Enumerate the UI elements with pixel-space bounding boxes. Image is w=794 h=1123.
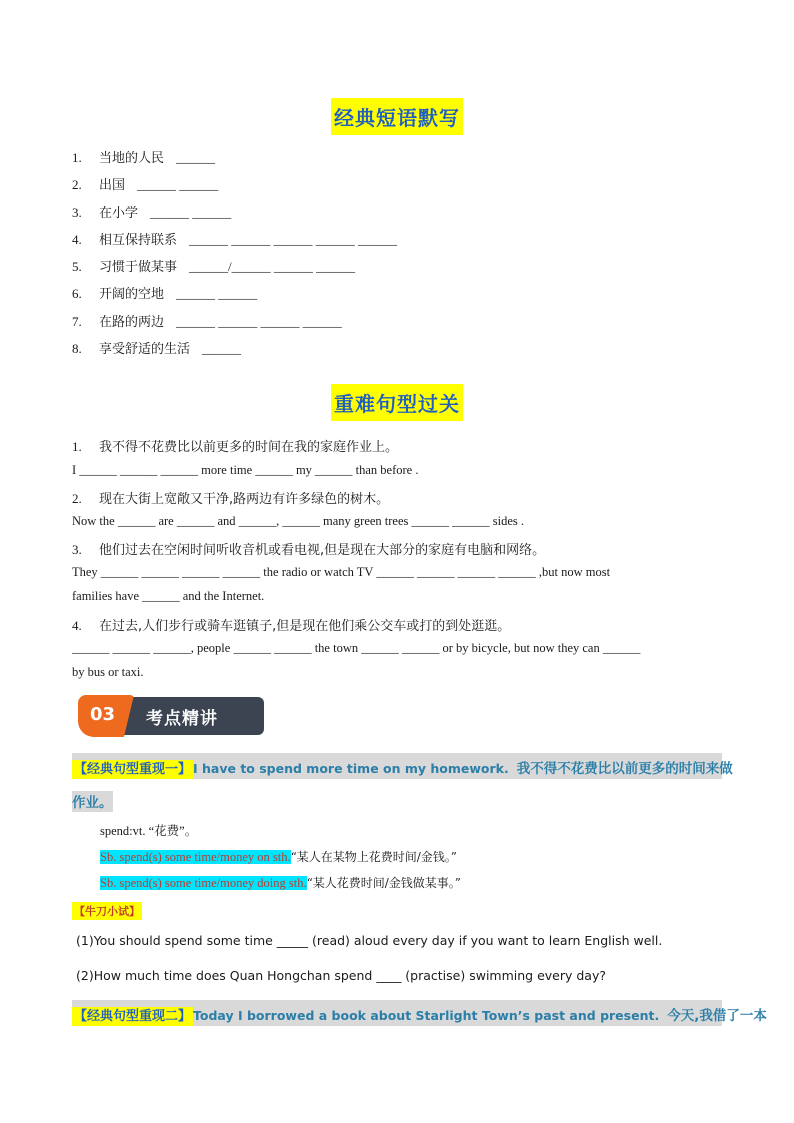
phrase-item-3: 3. 在小学 ______ ______ [72, 205, 232, 221]
trial-tag: 【牛刀小试】 [72, 902, 142, 920]
sentence-3-en-line1: They ______ ______ ______ ______ the radio or watch TV ______ ______ ______ ______ ,but now most [72, 565, 611, 579]
note-spend-on: Sb. spend(s) some time/money on sth.“某人在某物上花费时间/金钱。” [100, 850, 457, 864]
phrase-item-7: 7. 在路的两边 ______ ______ ______ ______ [72, 314, 342, 330]
sentence-2-cn: 2. 现在大街上宽敞又干净,路两边有许多绿色的树木。 [72, 491, 390, 507]
key-sentence-1 [72, 753, 733, 779]
section-title-sentences: 重难句型过关 [0, 384, 794, 421]
sentence-3-cn: 3. 他们过去在空闲时间听收音机或看电视,但是现在大部分的家庭有电脑和网络。 [72, 542, 546, 558]
phrase-item-2: 2. 出国 ______ ______ [72, 177, 219, 193]
section-badge [78, 695, 264, 737]
exercise-2: (2)How much time does Quan Hongchan spend ____ (practise) swimming every day? [76, 968, 606, 983]
sentence-4-en-line2: by bus or taxi. [72, 665, 144, 679]
key-sentence-2-cn: 今天,我借了一本 [667, 1008, 767, 1024]
note-spend-doing: Sb. spend(s) some time/money doing sth.“某人花费时间/金钱做某事。” [100, 876, 461, 890]
badge-number: 03 [90, 704, 116, 725]
phrase-item-5: 5. 习惯于做某事 ______/______ ______ ______ [72, 259, 356, 275]
key-sentence-1-en: I have to spend more time on my homework. [193, 761, 509, 776]
phrase-item-6: 6. 开阔的空地 ______ ______ [72, 286, 258, 302]
key-sentence-2-tag: 【经典句型重现二】 [74, 1009, 192, 1024]
key-sentence-1-cn: 我不得不花费比以前更多的时间来做 [516, 761, 733, 777]
sentence-1-cn: 1. 我不得不花费比以前更多的时间在我的家庭作业上。 [72, 439, 399, 455]
sentence-1-en: I ______ ______ ______ more time ______ my ______ than before . [72, 463, 419, 477]
sentence-4-en-line1: ______ ______ ______, people ______ ______ the town ______ ______ or by bicycle, but now they can ______ [72, 641, 641, 655]
sentence-2-en: Now the ______ are ______ and ______, ______ many green trees ______ ______ sides . [72, 514, 525, 528]
phrase-item-1: 1. 当地的人民 ______ [72, 150, 216, 166]
key-sentence-1-tag: 【经典句型重现一】 [74, 762, 192, 777]
sentence-4-cn: 4. 在过去,人们步行或骑车逛镇子,但是现在他们乘公交车或打的到处逛逛。 [72, 618, 511, 634]
key-sentence-1-cont: 作业。 [72, 789, 722, 813]
key-sentence-2-en: Today I borrowed a book about Starlight Town’s past and present. [193, 1008, 660, 1023]
sentence-3-en-line2: families have ______ and the Internet. [72, 589, 265, 603]
key-sentence-2 [72, 1000, 767, 1026]
phrase-item-4: 4. 相互保持联系 ______ ______ ______ ______ ______ [72, 232, 398, 248]
section-title-phrases: 经典短语默写 [0, 98, 794, 135]
phrase-item-8: 8. 享受舒适的生活 ______ [72, 341, 242, 357]
badge-label: 考点精讲 [146, 709, 218, 729]
note-spend-def: spend:vt. “花费”。 [100, 824, 198, 838]
exercise-1: (1)You should spend some time _____ (read) aloud every day if you want to learn English well. [76, 933, 663, 948]
